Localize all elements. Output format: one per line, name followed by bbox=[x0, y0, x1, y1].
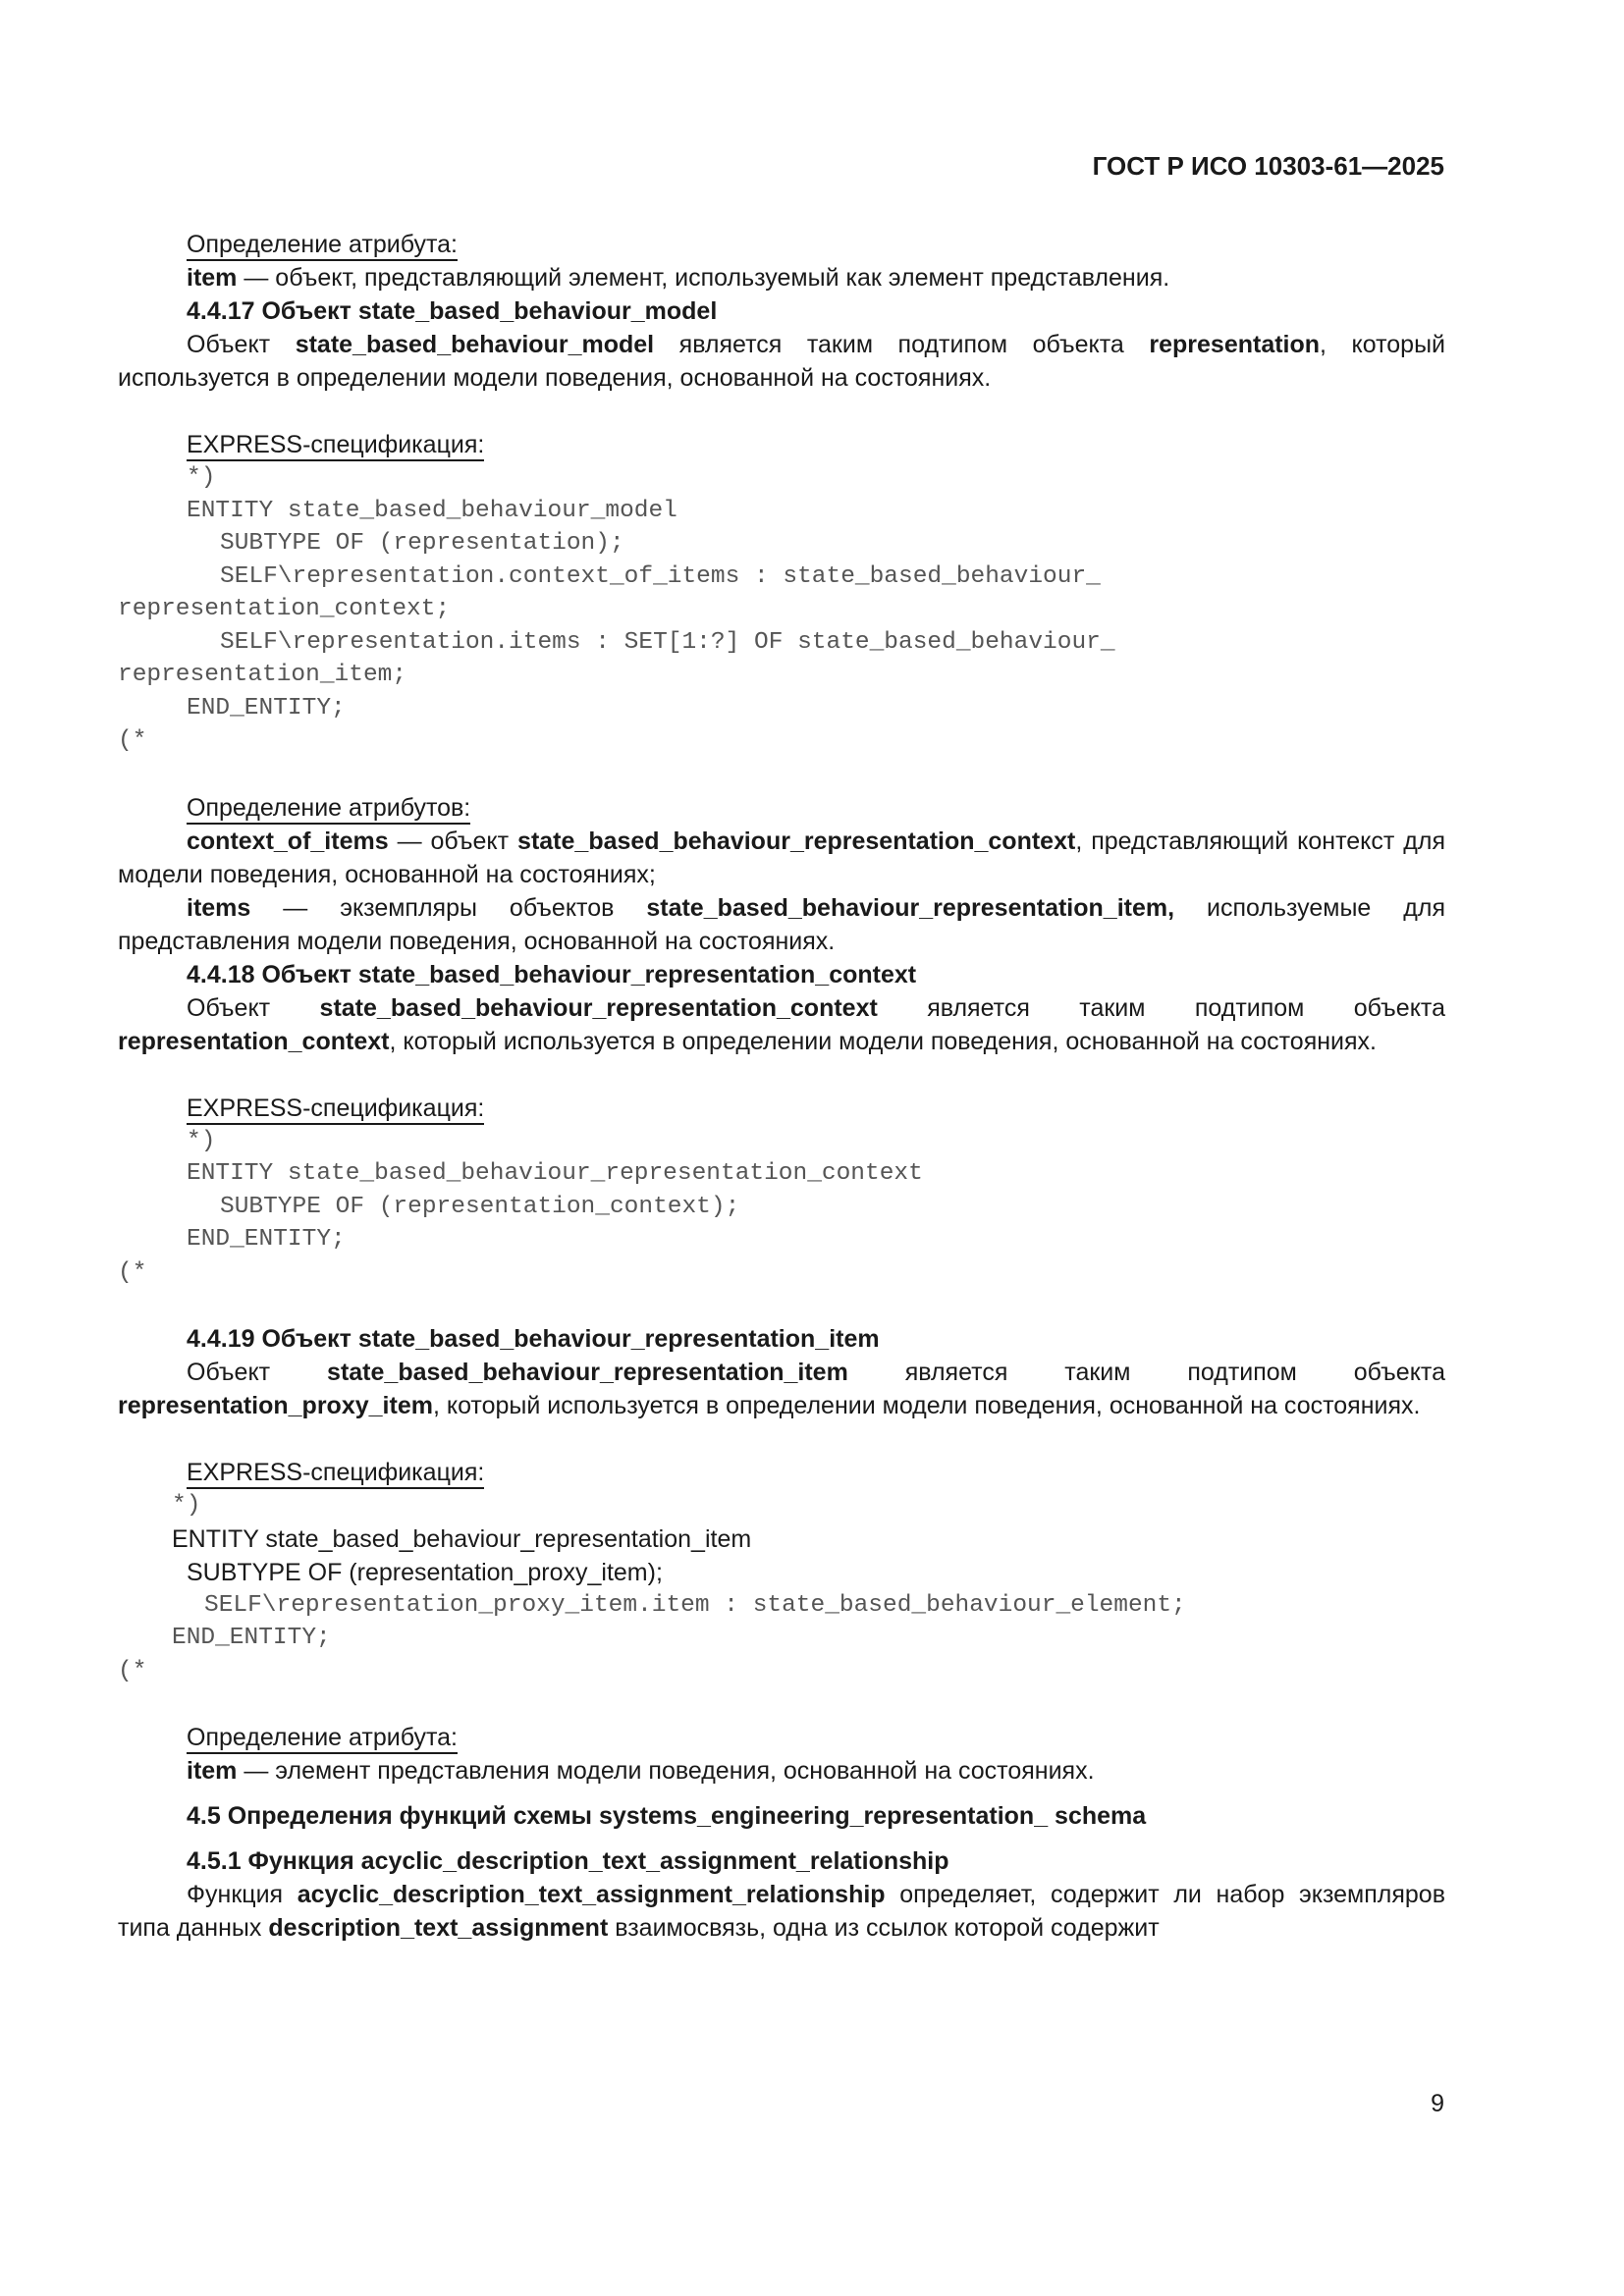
section-4-4-19-paragraph: Объект state_based_behaviour_representation_item является таким подтипом объекта representation_proxy_item, который используется в определении модели поведения, основанной на состояниях. bbox=[118, 1359, 1445, 1419]
express-code-block bbox=[118, 461, 1445, 758]
attribute-items: items — экземпляры объектов state_based_behaviour_representation_item, используемые для представления модели поведения, основанной на состояниях. bbox=[118, 893, 1445, 955]
attribute-definition-label: Определение атрибута: bbox=[187, 230, 458, 261]
express-code-block bbox=[118, 1125, 1445, 1290]
express-code-block bbox=[118, 1489, 1445, 1687]
section-4-4-18-heading: 4.4.18 Объект state_based_behaviour_representation_context bbox=[187, 960, 917, 988]
attributes-definition-label: Определение атрибутов: bbox=[187, 793, 470, 825]
code-line: END_ENTITY; bbox=[187, 694, 346, 721]
express-spec-label: EXPRESS-спецификация: bbox=[187, 430, 484, 461]
code-line: *) bbox=[172, 1492, 201, 1519]
express-spec-label: EXPRESS-спецификация: bbox=[187, 1094, 484, 1125]
section-4-4-17-paragraph: Объект state_based_behaviour_model является таким подтипом объекта representation, который используется в определении модели поведения, основанной на состояниях. bbox=[118, 331, 1446, 392]
code-line: (* bbox=[118, 1258, 147, 1286]
section-4-4-17-heading: 4.4.17 Объект state_based_behaviour_model bbox=[187, 297, 718, 325]
page-number: 9 bbox=[1431, 2090, 1444, 2117]
code-line: ENTITY state_based_behaviour_representation_context bbox=[187, 1160, 923, 1187]
code-line: *) bbox=[187, 464, 216, 491]
code-line: ENTITY state_based_behaviour_representation_item bbox=[172, 1524, 752, 1553]
attribute-definition-label: Определение атрибута: bbox=[187, 1723, 458, 1754]
code-line: END_ENTITY; bbox=[187, 1226, 346, 1253]
section-4-5-1-heading: 4.5.1 Функция acyclic_description_text_assignment_relationship bbox=[187, 1847, 949, 1875]
attribute-context-of-items: context_of_items — объект state_based_behaviour_representation_context, представляющий контекст для модели поведения, основанной на состояниях; bbox=[118, 827, 1446, 888]
code-line: SELF\representation_proxy_item.item : state_based_behaviour_element; bbox=[204, 1591, 1186, 1619]
code-line: SELF\representation.context_of_items : state_based_behaviour_ bbox=[220, 562, 1101, 590]
code-line: END_ENTITY; bbox=[172, 1625, 331, 1651]
code-line: SUBTYPE OF (representation_proxy_item); bbox=[187, 1558, 663, 1586]
page-content bbox=[118, 228, 1445, 1945]
code-line: SUBTYPE OF (representation_context); bbox=[220, 1193, 740, 1220]
attribute-item-definition: item — объект, представляющий элемент, используемый как элемент представления. bbox=[187, 264, 1170, 292]
code-line: SELF\representation.items : SET[1:?] OF state_based_behaviour_ bbox=[220, 628, 1115, 656]
code-line: (* bbox=[118, 1657, 147, 1684]
section-4-5-1-paragraph: Функция acyclic_description_text_assignment_relationship определяет, содержит ли набор экземпляров типа данных description_text_assignment взаимосвязь, одна из ссылок которой содержит bbox=[118, 1881, 1445, 1942]
code-line: *) bbox=[187, 1127, 216, 1154]
code-line: representation_context; bbox=[118, 596, 451, 622]
section-4-4-19-heading: 4.4.19 Объект state_based_behaviour_representation_item bbox=[187, 1325, 880, 1353]
code-line: (* bbox=[118, 727, 147, 754]
code-line: representation_item; bbox=[118, 662, 407, 688]
code-line: ENTITY state_based_behaviour_model bbox=[187, 497, 677, 524]
express-spec-label: EXPRESS-спецификация: bbox=[187, 1458, 484, 1489]
section-4-5-heading: 4.5 Определения функций схемы systems_engineering_representation_ schema bbox=[187, 1802, 1147, 1830]
attribute-item-definition: item — элемент представления модели поведения, основанной на состояниях. bbox=[187, 1757, 1095, 1785]
code-line: SUBTYPE OF (representation); bbox=[220, 530, 624, 557]
standard-header: ГОСТ Р ИСО 10303-61—2025 bbox=[1092, 151, 1444, 181]
section-4-4-18-paragraph: Объект state_based_behaviour_representation_context является таким подтипом объекта representation_context, который используется в определении модели поведения, основанной на состояниях. bbox=[118, 993, 1445, 1055]
